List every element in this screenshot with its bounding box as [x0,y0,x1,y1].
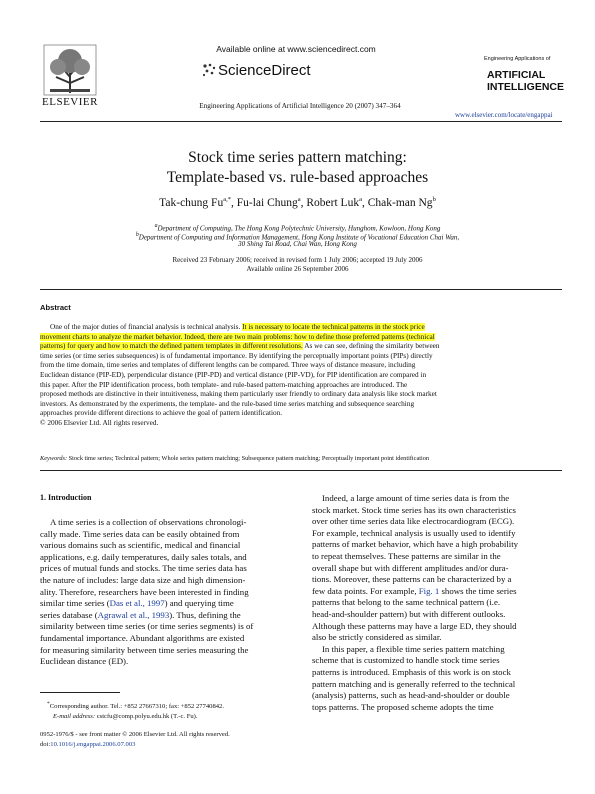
body-text: shows the time series [439,585,517,596]
footnote-rule [40,692,120,693]
body-text: series database ( [40,609,98,620]
abstract-text: As we can see, defining the similarity between [302,342,440,351]
affil-text: Department of Computing, The Hong Kong Polytechnic University, Hunghom, Kowloon, Hong Kong [157,224,441,233]
body-line: various domains such as scientific, medical and financial [40,540,241,551]
doi-link[interactable]: 10.1016/j.engappai.2006.07.003 [50,741,136,748]
body-line: also be strictly considered as similar. [312,632,442,643]
citation-link[interactable]: Das et al., 1997 [109,598,165,609]
abstract-line: from the time domain, time series and templates of different lengths can be compared. Three ways of distance measure, including [40,361,416,370]
section-heading-introduction: 1. Introduction [40,493,92,502]
abstract-line [40,333,562,343]
received-dates: Received 23 February 2006; received in revised form 1 July 2006; accepted 19 July 2006 [172,256,423,264]
author-affil-sup: a,* [223,196,231,203]
abstract-line: Euclidean distance (PIP-ED), perpendicular distance (PIP-PD) and vertical distance (PIP-VD), for PIP identification are compared in [40,370,427,379]
author-name: , Fu-lai Chung [230,196,298,209]
author-affil-sup: a [359,196,362,203]
body-text: ) and querying time [164,598,234,609]
author-list [40,196,555,209]
copyright-line: © 2006 Elsevier Ltd. All rights reserved. [40,418,159,427]
affil-sup: b [135,232,139,238]
abstract-line: time series (or time series subsequences) is of fundamental importance. By identifying the perceptually important points (PIPs) directly [40,351,433,360]
body-line: the nature of includes: large data size and high dimension- [40,574,246,585]
abstract-heading: Abstract [40,303,71,312]
body-line: Indeed, a large amount of time series data is from the [322,493,510,503]
body-line: fundamental importance. Abundant algorithms are existed [40,632,245,643]
body-line: pattern matching and is generally referred to the technical [312,678,516,689]
issn-line: 0952-1976/$ - see front matter © 2006 Elsevier Ltd. All rights reserved. [40,731,230,738]
journal-citation: Engineering Applications of Artificial Intelligence 20 (2007) 347–364 [199,102,401,110]
footnote [47,699,307,722]
highlighted-text: movement charts to analyze the market behavior. Indeed, there are two main problems: how to define those preferred patterns (technical [40,332,435,341]
body-line: applications, e.g. daily temperatures, daily sales totals, and [40,551,247,562]
abstract-line: approaches provide different directions to achieve the goal of pattern identification. [40,409,283,418]
body-line: tops patterns. The proposed scheme adopts the time [312,701,494,712]
abstract-line: investors. As demonstrated by the experiments, the template- and the rule-based time series matching and subsequence searching [40,399,415,408]
body-text: ). Thus, defining the [169,609,241,620]
body-line: over other time series data like electrocardiogram (ECG). [312,516,515,527]
journal-box-title: ARTIFICIAL INTELLIGENCE [487,69,565,93]
body-line: (analysis) patterns, such as head-and-shoulder or double [312,690,510,701]
body-line: patterns is introduced. Emphasis of this work is on stock [312,666,511,677]
affiliation-b-line2: 30 Shing Tai Road, Chai Wan, Hong Kong [238,240,357,248]
corresponding-author-note: *Corresponding author. Tel.: +852 27667310; fax: +852 27740842. [47,701,224,711]
sciencedirect-logo: ScienceDirect [218,62,311,79]
header-rule [40,121,562,122]
author-name: , Chak-man Ng [361,196,433,209]
figure-link[interactable]: Fig. 1 [418,585,440,596]
available-online-text: Available online at www.sciencedirect.com [216,44,376,54]
body-line: A time series is a collection of observations chronologi- [50,517,247,527]
author-affil-sup: a [297,196,301,203]
abstract-body [40,323,562,429]
body-text: few data points. For example, [312,585,419,596]
journal-url-link[interactable]: www.elsevier.com/locate/engappai [455,111,553,119]
body-line [40,610,305,622]
abstract-top-rule [40,289,562,290]
left-column [40,517,305,668]
abstract-line: proposed methods are distinctive in their intuitiveness, making them particularly user friendly to ordinary data analysis like stock market [40,390,437,399]
abstract-bottom-rule [40,470,562,471]
highlighted-text: patterns) for query and how to match the defined pattern templates in different resolutions. [40,342,303,351]
abstract-line [40,323,562,333]
email-address: cstcfu@comp.polyu.edu.hk (T.-c. Fu). [95,713,198,721]
abstract-line: this paper. After the PIP identification process, both template- and rule-based pattern-matching approaches are introduced. The [40,380,408,389]
sciencedirect-icon [201,62,217,78]
body-line: ality. Therefore, researchers have been interested in finding [40,586,249,597]
body-line: patterns that belong to the same technical pattern (i.e. [312,597,501,608]
body-line: overall shape but with different amplitudes and/or dura- [312,562,509,573]
body-text: similar time series ( [40,598,110,609]
affil-sup: a [154,223,158,229]
doi-label: doi: [40,741,51,748]
elsevier-tree-logo [40,42,100,104]
body-line: patterns of market behavior, which have a high probability [312,539,519,550]
body-line: Euclidean distance (ED). [40,656,129,667]
body-line: stock market. Stock time series has its own characteristics [312,504,516,515]
keywords-label: Keywords: [40,455,68,462]
author-name: , Robert Luk [300,196,360,209]
citation-link[interactable]: Agrawal et al., 1993 [97,609,170,620]
body-line: to repeat themselves. These patterns are similar in the [312,550,501,561]
abstract-text: One of the major duties of financial analysis is technical analysis. [50,323,243,331]
body-line: similarity between time series (or time series segments) is of [40,621,254,632]
publisher-name: ELSEVIER [42,96,98,108]
body-line: cally made. Time series data can be easily obtained from [40,528,240,539]
email-label: E-mail address: [53,713,96,721]
right-column [312,493,562,713]
article-title-line2: Template-based vs. rule-based approaches [166,169,429,186]
affil-text: Department of Computing and Information Management, Hong Kong Institute of Vocational Education Chai Wan, [138,233,460,242]
body-line [40,598,305,610]
body-line: Although these patterns may have a large ED, they should [312,620,517,631]
body-line: In this paper, a flexible time series pattern matching [322,643,505,654]
article-title-line1: Stock time series pattern matching: [188,149,407,166]
highlighted-text: It is necessary to locate the technical patterns in the stock price [242,323,425,331]
body-line: for measuring similarity between time series measuring the [40,644,249,655]
abstract-line [40,342,562,352]
body-line: head-and-shoulder pattern) but with different outlooks. [312,608,506,619]
body-line: For example, technical analysis is usually used to identify [312,527,516,538]
body-line: prices of mutual funds and stocks. The time series data has [40,563,247,574]
keywords [40,455,565,462]
body-line: scheme that is customized to handle stock time series [312,655,500,666]
doi-line [40,740,135,750]
body-line [312,586,562,598]
footnote-text: Corresponding author. Tel.: +852 27667310; fax: +852 27740842. [49,703,224,711]
author-name: Tak-chung Fu [159,196,224,209]
keywords-text: Stock time series; Technical pattern; Whole series pattern matching; Subsequence pattern matching; Perceptually important point identification [67,455,430,462]
online-date: Available online 26 September 2006 [246,265,349,273]
journal-box-small-text: Engineering Applications of [484,56,551,62]
body-line: tions. Moreover, these patterns can be characterized by a [312,574,512,585]
author-affil-sup: b [432,196,436,203]
